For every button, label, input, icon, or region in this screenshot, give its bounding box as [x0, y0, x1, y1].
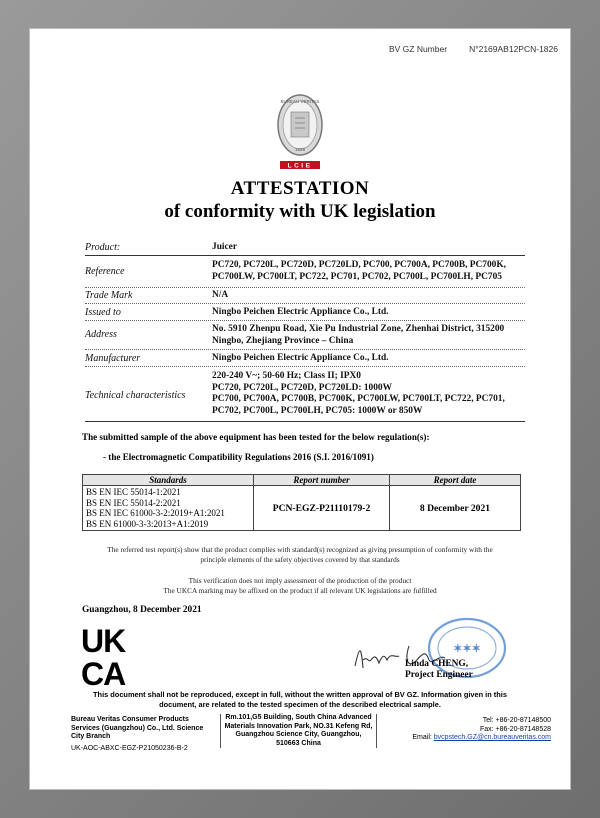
email-label: Email: [412, 734, 432, 742]
technical-label: Technical characteristics [85, 390, 186, 401]
svg-text:1828: 1828 [294, 147, 306, 152]
company-name [71, 716, 203, 742]
divider [85, 303, 525, 304]
emc-regulation: - the Electromagnetic Compatibility Regulations 2016 (S.I. 2016/1091) [103, 452, 374, 462]
note-line: principle elements of the safety objectives covered by that standards [200, 554, 400, 564]
report-number-cell: PCN-EGZ-P21110179-2 [254, 486, 390, 531]
disclaimer [29, 690, 571, 709]
address-label: Address [85, 329, 117, 340]
product-label: Product: [85, 242, 121, 253]
email-link[interactable]: bvcpstech.GZ@cn.bureauveritas.com [433, 734, 551, 742]
divider [85, 421, 525, 422]
svg-text:UK: UK [81, 624, 126, 659]
submitted-statement: The submitted sample of the above equipment has been tested for the below regulation(s): [82, 432, 430, 442]
note-line: This verification does not imply assessment of the production of the product [188, 576, 412, 585]
certificate-page [29, 28, 571, 790]
product-value: Juicer [212, 242, 237, 252]
verification-note [29, 576, 571, 595]
company-line: Services (Guangzhou) Co., Ltd. Science [71, 724, 204, 732]
table-header-row [83, 475, 521, 486]
address-line: Ningbo, Zhejiang Province – China [212, 335, 354, 346]
address-line: Rm.101,G5 Building, South China Advanced [225, 714, 372, 721]
document-reference: UK-AOC-ABXC-EGZ-P21050236-B-2 [71, 745, 188, 752]
title-attestation: ATTESTATION [230, 178, 370, 199]
column-header: Report date [390, 475, 521, 486]
company-address [220, 714, 377, 748]
company-line: Bureau Veritas Consumer Products [71, 716, 189, 723]
manufacturer-label: Manufacturer [85, 353, 141, 364]
reference-value [212, 260, 506, 283]
reference-label: Reference [85, 266, 125, 277]
signatory-title: Project Engineer [405, 670, 473, 680]
trademark-value: N/A [212, 290, 229, 300]
divider [85, 349, 525, 350]
standard-item: BS EN 61000-3-3:2013+A1:2019 [86, 518, 209, 529]
table-row [83, 486, 521, 531]
svg-text:BUREAU VERITAS: BUREAU VERITAS [280, 99, 320, 104]
technical-line: 220-240 V~; 50-60 Hz; Class II; IPX0 [212, 371, 361, 381]
address-line: No. 5910 Zhenpu Road, Xie Pu Industrial Zone, Zhenhai District, 315200 [212, 324, 505, 334]
email [391, 734, 551, 743]
trademark-label: Trade Mark [85, 290, 133, 301]
note-line: The UKCA marking may be affixed on the product if all relevant UK legislations are fulfilled [163, 585, 437, 595]
signatory-name: Linda CHENG, [405, 659, 469, 669]
ukca-mark [81, 624, 141, 686]
column-header: Report number [254, 475, 390, 486]
telephone: Tel: +86-20-87148500 [482, 717, 551, 724]
contact-info [391, 717, 551, 743]
column-header: Standards [83, 475, 254, 486]
bureau-veritas-lcie-logo [270, 85, 330, 185]
place-date: Guangzhou, 8 December 2021 [82, 605, 202, 615]
address-line: Materials Innovation Park, NO.31 Kefeng Rd, [224, 722, 373, 730]
note-line: The referred test report(s) show that the product complies with standard(s) recognized as giving presumption of conformity with the [107, 545, 493, 554]
divider [85, 320, 525, 321]
bv-gz-number [29, 44, 558, 54]
svg-text:LCIE: LCIE [287, 162, 313, 170]
technical-line: PC702, PC700L, PC700LH, PC705: 1000W or 850W [212, 405, 423, 416]
report-date-cell: 8 December 2021 [390, 486, 521, 531]
reference-line: PC720, PC720L, PC720D, PC720LD, PC700, PC700A, PC700B, PC700K, [212, 260, 506, 270]
divider [85, 366, 525, 367]
manufacturer-value: Ningbo Peichen Electric Appliance Co., Ltd. [212, 353, 389, 363]
technical-line: PC720, PC720L, PC720D, PC720LD: 1000W [212, 382, 392, 393]
standard-item: BS EN IEC 61000-3-2:2019+A1:2021 [86, 508, 225, 518]
address-line: 510663 China [276, 739, 321, 747]
standard-item: BS EN IEC 55014-1:2021 [86, 487, 181, 497]
divider [85, 287, 525, 288]
fax: Fax: +86-20-87148528 [479, 725, 551, 733]
disclaimer-line: This document shall not be reproduced, except in full, without the written approval of BV GZ. Information given in this [93, 690, 507, 699]
issued-to-value: Ningbo Peichen Electric Appliance Co., Ltd. [212, 307, 389, 317]
bv-number-label: BV GZ Number [388, 44, 448, 54]
presumption-note [29, 545, 571, 564]
svg-text:✶✶✶: ✶✶✶ [453, 643, 481, 655]
divider [85, 255, 525, 256]
standard-item: BS EN IEC 55014-2:2021 [86, 497, 181, 508]
company-line: City Branch [71, 733, 111, 741]
signatory [405, 659, 473, 681]
standards-cell [83, 486, 254, 531]
disclaimer-line: document, are related to the tested specimen of the described electrical sample. [159, 699, 441, 709]
title-conformity: of conformity with UK legislation [164, 201, 436, 222]
technical-value [212, 371, 505, 417]
svg-text:CA: CA [81, 656, 126, 686]
address-value [212, 324, 504, 347]
issued-to-label: Issued to [85, 307, 121, 318]
technical-line: PC700, PC700A, PC700B, PC700K, PC700LW, PC700LT, PC722, PC701, [212, 394, 505, 405]
bv-number-value: N°2169AB12PCN-1826 [469, 44, 558, 54]
address-line: Guangzhou Science City, Guangzhou, [235, 731, 362, 739]
standards-table [82, 474, 521, 531]
reference-line: PC700LW, PC700LT, PC722, PC701, PC702, PC700L, PC700LH, PC705 [212, 271, 502, 282]
